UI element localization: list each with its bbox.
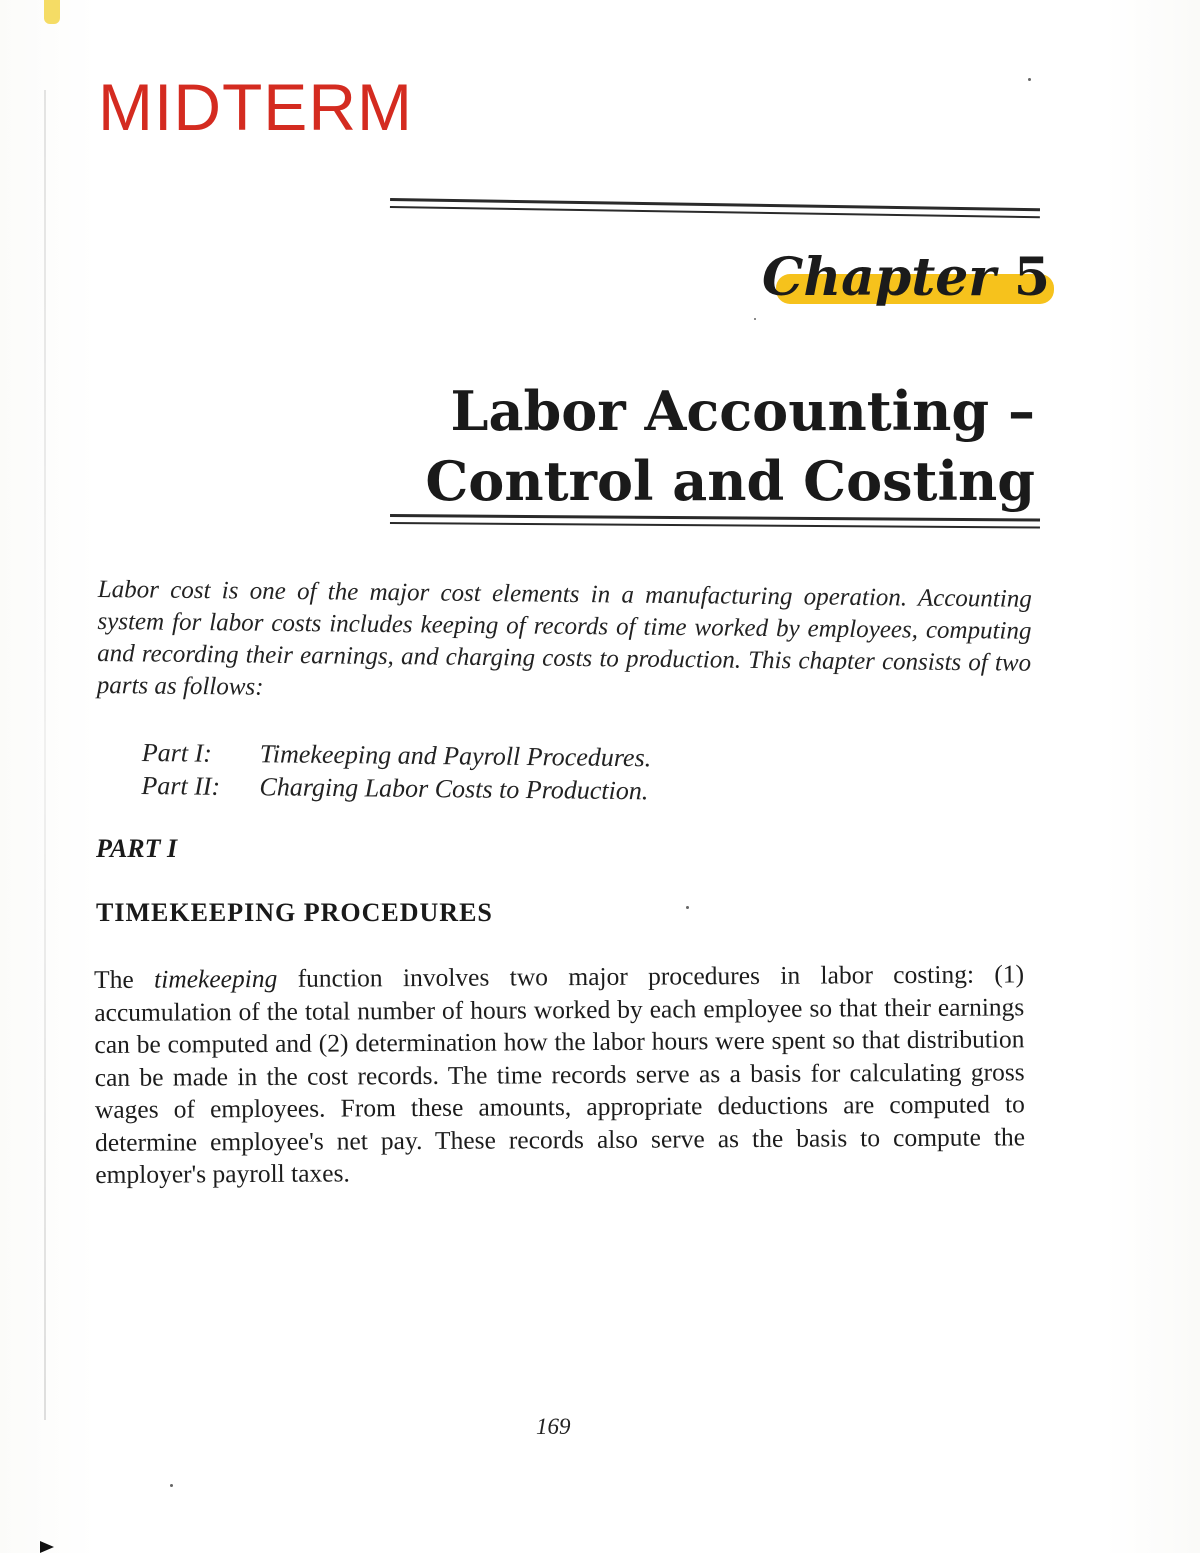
- part-text: Charging Labor Costs to Production.: [259, 772, 649, 806]
- scan-speck: [754, 318, 756, 320]
- part-label: Part II:: [141, 770, 221, 801]
- section-heading: TIMEKEEPING PROCEDURES: [96, 898, 493, 927]
- part-text: Timekeeping and Payroll Procedures.: [259, 739, 652, 773]
- body-rest: function involves two major procedures in labor costing: (1) accumulation of the total number of hours worked by each employee so that their earnings can be computed and (2) determination how the labor hours were spent so that distribution can be made in the cost records. The time records serve as a basis for calculating gross wages of employees. From these amounts, appropriate deductions are computed to determine employee's net pay. These records also serve as the basis to compute the employer's payroll taxes.: [94, 959, 1026, 1189]
- chapter-title-line-2: Control and Costing: [425, 449, 1035, 513]
- body-lead: The: [94, 964, 134, 994]
- scan-speck: [170, 1484, 173, 1487]
- part-item: [141, 769, 651, 807]
- chapter-title: [425, 376, 1035, 516]
- chapter-word: Chapter: [761, 247, 996, 308]
- chapter-label: [761, 247, 1050, 308]
- scan-speck: [1028, 78, 1031, 81]
- body-paragraph: [94, 958, 1025, 1191]
- body-emphasis: timekeeping: [154, 963, 278, 994]
- chapter-number: 5: [1013, 247, 1050, 308]
- scan-speck: [686, 906, 689, 909]
- scan-corner-arrow: [40, 1541, 54, 1553]
- bottom-double-rule: [390, 514, 1040, 531]
- midterm-stamp: MIDTERM: [98, 70, 413, 144]
- scan-highlight-mark: [44, 0, 60, 24]
- top-double-rule: [390, 198, 1040, 220]
- part-heading: PART I: [96, 834, 178, 863]
- intro-paragraph: Labor cost is one of the major cost elements in a manufacturing operation. Accounting system for labor costs includes keeping of records of time worked by employees, computing and recording their earnings, and charging costs to production. This chapter consists of two parts as follows:: [96, 575, 1032, 701]
- part-item: [142, 736, 652, 774]
- binding-edge: [44, 90, 46, 1420]
- part-label: Part I:: [141, 737, 213, 768]
- chapter-title-line-1: Labor Accounting –: [450, 379, 1035, 443]
- parts-list: [141, 736, 651, 807]
- page-number: 169: [536, 1414, 571, 1439]
